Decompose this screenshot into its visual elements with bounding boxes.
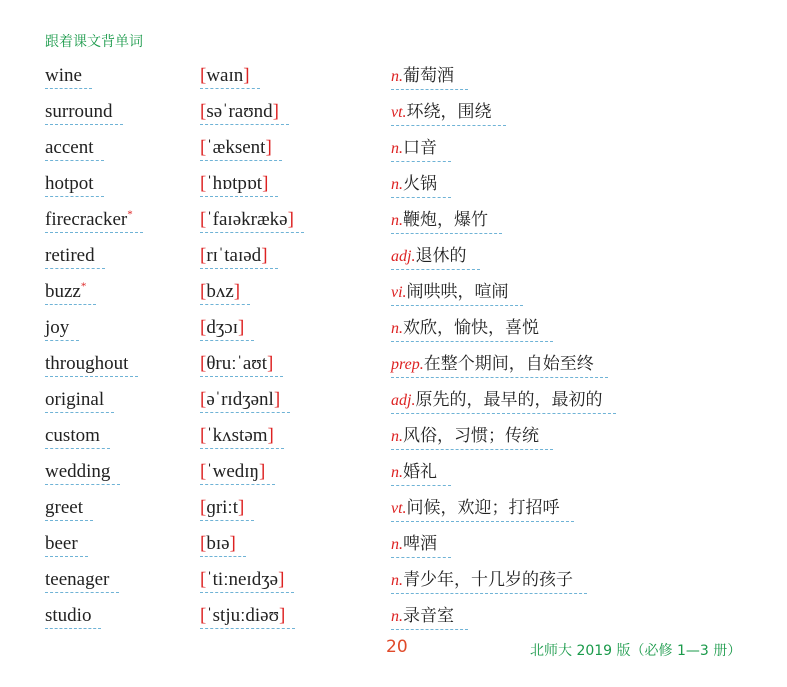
vocab-definition: adj.原先的，最早的，最初的 [391, 388, 616, 414]
vocab-word: original [45, 388, 114, 413]
vocab-row [0, 240, 787, 276]
vocab-phonetic: [dʒɔɪ] [200, 316, 254, 341]
vocab-row [0, 276, 787, 312]
vocab-row [0, 564, 787, 600]
vocab-phonetic: [rɪˈtaɪəd] [200, 244, 278, 269]
part-of-speech: n. [391, 464, 403, 481]
vocab-row [0, 168, 787, 204]
vocab-word: surround [45, 100, 123, 125]
vocab-definition: n.葡萄酒 [391, 64, 468, 90]
vocab-phonetic: [ɡriːt] [200, 496, 254, 521]
vocab-definition: n.欢欣，愉快，喜悦 [391, 316, 553, 342]
vocab-row [0, 60, 787, 96]
part-of-speech: n. [391, 176, 403, 193]
vocab-phonetic: [əˈrɪdʒənl] [200, 388, 290, 413]
part-of-speech: n. [391, 536, 403, 553]
vocab-word: custom [45, 424, 110, 449]
part-of-speech: n. [391, 428, 403, 445]
part-of-speech: n. [391, 140, 403, 157]
vocab-row [0, 384, 787, 420]
vocab-phonetic: [bɪə] [200, 532, 246, 557]
vocab-word: wedding [45, 460, 120, 485]
vocab-phonetic: [ˈtiːneɪdʒə] [200, 568, 294, 593]
page-header: 跟着课文背单词 [45, 34, 143, 50]
vocab-word: greet [45, 496, 93, 521]
vocab-row [0, 312, 787, 348]
vocab-phonetic: [ˈwedɪŋ] [200, 460, 275, 485]
vocab-word: teenager [45, 568, 119, 593]
vocab-word: firecracker* [45, 208, 143, 233]
vocab-definition: n.婚礼 [391, 460, 451, 486]
part-of-speech: n. [391, 320, 403, 337]
vocab-phonetic: [waɪn] [200, 64, 260, 89]
vocab-word: throughout [45, 352, 138, 377]
vocab-row [0, 132, 787, 168]
part-of-speech: n. [391, 212, 403, 229]
vocab-row [0, 204, 787, 240]
vocab-definition: n.录音室 [391, 604, 468, 630]
vocab-word: accent [45, 136, 104, 161]
vocab-definition: n.风俗，习惯；传统 [391, 424, 553, 450]
vocab-row [0, 492, 787, 528]
page-number: 20 [386, 637, 408, 657]
vocab-row [0, 348, 787, 384]
part-of-speech: n. [391, 572, 403, 589]
vocab-row [0, 96, 787, 132]
part-of-speech: vt. [391, 104, 407, 121]
vocab-row [0, 600, 787, 636]
vocab-word: buzz* [45, 280, 96, 305]
vocab-word: hotpot [45, 172, 104, 197]
asterisk-mark: * [127, 208, 133, 221]
vocab-definition: vt.环绕，围绕 [391, 100, 506, 126]
vocab-definition: n.啤酒 [391, 532, 451, 558]
part-of-speech: adj. [391, 392, 416, 409]
vocab-phonetic: [səˈraʊnd] [200, 100, 289, 125]
vocab-definition: adj.退休的 [391, 244, 480, 270]
vocab-definition: n.口音 [391, 136, 451, 162]
part-of-speech: vi. [391, 284, 407, 301]
vocab-row [0, 420, 787, 456]
vocab-word: retired [45, 244, 105, 269]
vocab-word: joy [45, 316, 79, 341]
vocab-definition: n.鞭炮，爆竹 [391, 208, 502, 234]
vocab-word: wine [45, 64, 92, 89]
edition-label: 北师大 2019 版（必修 1—3 册） [530, 643, 742, 659]
part-of-speech: prep. [391, 356, 424, 373]
part-of-speech: adj. [391, 248, 416, 265]
part-of-speech: n. [391, 68, 403, 85]
vocab-phonetic: [ˈstjuːdiəʊ] [200, 604, 295, 629]
part-of-speech: n. [391, 608, 403, 625]
asterisk-mark: * [80, 280, 87, 293]
vocab-phonetic: [ˈæksent] [200, 136, 282, 161]
vocab-row [0, 528, 787, 564]
vocab-phonetic: [ˈhɒtpɒt] [200, 172, 278, 197]
vocab-phonetic: [θruːˈaʊt] [200, 352, 283, 377]
vocab-definition: n.火锅 [391, 172, 451, 198]
vocab-word: studio [45, 604, 101, 629]
vocab-definition: vi.闹哄哄，喧闹 [391, 280, 523, 306]
vocab-definition: prep.在整个期间，自始至终 [391, 352, 608, 378]
vocab-row [0, 456, 787, 492]
vocab-definition: n.青少年，十几岁的孩子 [391, 568, 587, 594]
vocab-definition: vt.问候，欢迎；打招呼 [391, 496, 574, 522]
vocab-phonetic: [bʌz] [200, 280, 250, 305]
vocab-phonetic: [ˈfaɪəkrækə] [200, 208, 304, 233]
part-of-speech: vt. [391, 500, 407, 517]
vocab-word: beer [45, 532, 88, 557]
vocab-phonetic: [ˈkʌstəm] [200, 424, 284, 449]
